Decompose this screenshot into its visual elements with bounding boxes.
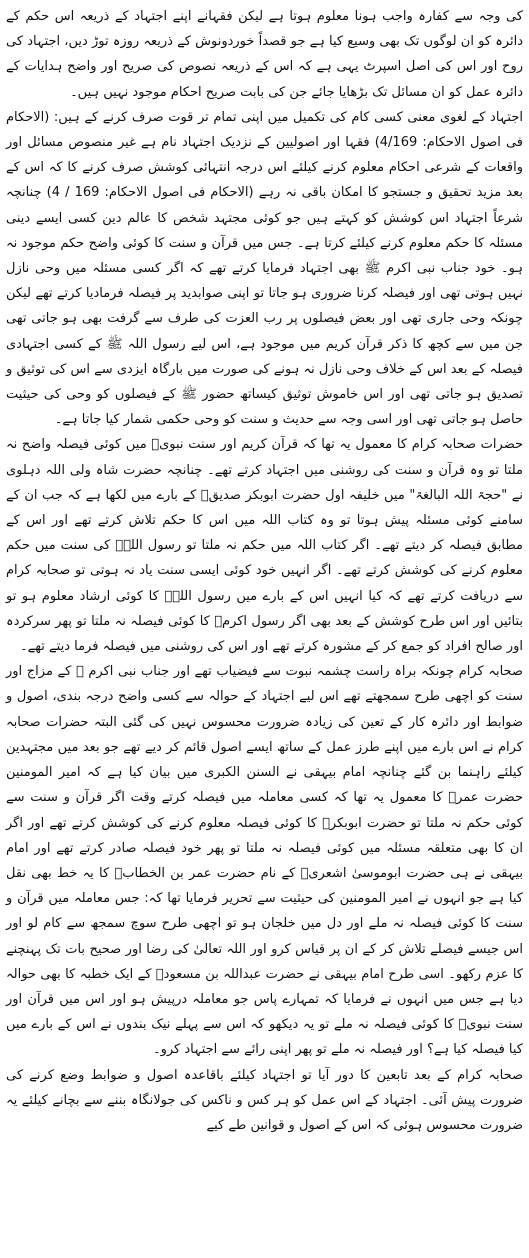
paragraph-kaffara-ijtihad-scope: کی وجہ سے کفارہ واجب ہونا معلوم ہوتا ہے لیکن فقہانے اپنے اجتہاد کے ذریعہ اس حکم کے دائرہ کو ان لوگوں تک بھی وسیع کیا ہے جو قصداً خوردونوش کے ذریعہ روزہ توڑ دیں، اجتہاد کی روح اور اس کی اصل اسپرٹ یہی ہے کہ اس کے ذریعہ نصوص کی صریح اور واضح ہدایات کے دائرہ عمل کو ان مسائل تک بڑھایا جائے جن کی بابت صریح احکام موجود نہیں ہیں۔ [6,9,523,100]
paragraph-sahaba-practice: حضرات صحابہ کرام کا معمول یہ تھا کہ قرآن کریم اور سنت نبویؐ میں کوئی فیصلہ واضح نہ ملتا تو وہ قرآن و سنت کی روشنی میں اجتہاد کرتے تھے۔ چنانچہ حضرت شاہ ولی اللہ دہلوی نے "حجۃ اللہ البالغۃ" میں خلیفہ اول حضرت ابوبکر صدیقؓ کے بارے میں لکھا ہے کہ جب ان کے سامنے کوئی مسئلہ پیش ہوتا تو وہ کتاب اللہ میں اس کا حکم تلاش کرتے تھے اور اس کے مطابق فیصلہ کر دیتے تھے۔ اگر کتاب اللہ میں حکم نہ ملتا تو رسول اللہؐ کی سنت میں حکم معلوم کرنے کی کوشش کرتے تھے۔ اگر انہیں خود کوئی ایسی سنت یاد نہ ہوتی تو صحابہ کرام سے دریافت کرتے تھے کہ کیا انہیں اس کے بارے میں رسول اللہؐ کا کوئی ارشاد معلوم ہو تو بتائیں اور اس طرح کوشش کے بعد بھی اگر رسول اکرمؐ کا کوئی فیصلہ نہ ملتا تو پھر سرکردہ اور صالح افراد کو جمع کر کے مشورہ کرتے تھے اور اس کی روشنی میں فیصلہ فرما دیتے تھے۔ [6,437,523,655]
paragraph-tabieen-era: صحابہ کرام کے بعد تابعین کا دور آیا تو اجتہاد کیلئے باقاعدہ اصول و ضوابط وضع کرنے کی ضرورت پیش آئی۔ اجتہاد کے اس عمل کو ہر کس و ناکس کی جولانگاہ بننے سے بچانے کیلئے یہ ضرورت محسوس ہوئی کہ اس کے اصول و قوانین طے کیے [6,1067,523,1133]
paragraph-sahaba-principles: صحابہ کرام چونکہ براہ راست چشمہ نبوت سے فیضیاب تھے اور جناب نبی اکرم ﷺ کے مزاج اور سنت کو اچھی طرح سمجھتے تھے اس لیے اجتہاد کے حوالہ سے کسی واضح درجہ بندی، اصول و ضوابط اور دائرہ کار کے تعین کی زیادہ ضرورت محسوس نہیں کی گئی البتہ حضرات صحابہ کرام نے اس بارے میں اپنے طرز عمل کے ساتھ ایسے اصول قائم کر دیے تھے جو بعد میں مجتہدین کیلئے راہنما بن گئے چنانچہ امام بیہقی نے السنن الکبری میں بیان کیا ہے کہ امیر المومنین حضرت عمرؓ کا معمول یہ تھا کہ کسی معاملہ میں فیصلہ کرتے وقت اگر قرآن و سنت سے کوئی حکم نہ ملتا تو حضرت ابوبکرؓ کا کوئی فیصلہ معلوم کرنے کی کوشش کرتے تھے اور اگر ان کا بھی متعلقہ مسئلہ میں کوئی فیصلہ نہ ملتا تو پھر خود فیصلہ صادر کرتے تھے اور امام بیہقی نے ہی حضرت ابوموسیٰ اشعریؓ کے نام حضرت عمر بن الخطابؓ کا یہ خط بھی نقل کیا ہے جو انہوں نے امیر المومنین کی حیثیت سے تحریر فرمایا تھا کہ: جس معاملہ میں قرآن و سنت کا کوئی فیصلہ نہ ملے اور دل میں خلجان ہو تو اچھی طرح سوچ سمجھ سے کام لو اور اس جیسے فیصلے تلاش کر کے ان پر قیاس کرو اور اللہ تعالیٰ کی رضا اور صحیح بات تک پہنچنے کا عزم رکھو۔ اسی طرح امام بیہقی نے حضرت عبداللہ بن مسعودؓ کے ایک خطبہ کا بھی حوالہ دیا ہے جس میں انہوں نے فرمایا کہ تمہارے پاس جو معاملہ درپیش ہو اور اس میں قرآن اور سنت نبویؐ کا کوئی فیصلہ نہ ملے تو یہ دیکھو کہ اس سے پہلے نیک بندوں نے اس کے بارے میں کیا فیصلہ کیا ہے؟ اور فیصلہ نہ ملے تو پھر اپنی رائے سے اجتہاد کرو۔ [6,664,523,1058]
paragraph-ijtihad-definition: اجتہاد کے لغوی معنی کسی کام کی تکمیل میں اپنی تمام تر قوت صرف کرنے کے ہیں: (الاحکام فی اصول الاحکام: 4/169) فقہا اور اصولیین کے نزدیک اجتہاد نام ہے غیر منصوص مسائل اور واقعات کے شرعی احکام معلوم کرنے کیلئے اس درجہ انتہائی کوشش صرف کرنے کا کہ اس کے بعد مزید تحقیق و جستجو کا امکان باقی نہ رہے (الاحکام فی اصول الاحکام: 169 / 4) چنانچہ شرعاً اجتہاد اس کوشش کو کہتے ہیں جو کوئی مجتہد شخص کا عالم دین کسی ایسے دینی مسئلہ کا حکم معلوم کرنے کیلئے کرتا ہے۔ جس میں قرآن و سنت کا کوئی واضح حکم موجود نہ ہو۔ خود جناب نبی اکرم ﷺ بھی اجتہاد فرمایا کرتے تھے کہ اگر کسی مسئلہ میں وحی نازل نہیں ہوتی تھی اور فیصلہ کرنا ضروری ہو جاتا تو اپنی صوابدید پر فیصلہ فرمادیا کرتے تھے لیکن چونکہ وحی جاری تھی اور بعض فیصلوں پر رب العزت کی طرف سے گرفت بھی ہو جاتی تھی جن میں سے کچھ کا ذکر قرآن کریم میں موجود ہے، اس لیے رسول اللہ ﷺ کے کسی اجتہادی فیصلہ کے بعد اس کے خلاف وحی نازل نہ ہونے کی صورت میں بارگاہ ایزدی سے اس کی توثیق و تصدیق ہو جاتی تھی اور اس خاموش توثیق کیساتھ حضور ﷺ کے فیصلوں کو وحی کی حیثیت حاصل ہو جاتی تھی اور اسی وجہ سے حدیث و سنت کو وحی حکمی شمار کیا جاتا ہے۔ [6,109,523,428]
